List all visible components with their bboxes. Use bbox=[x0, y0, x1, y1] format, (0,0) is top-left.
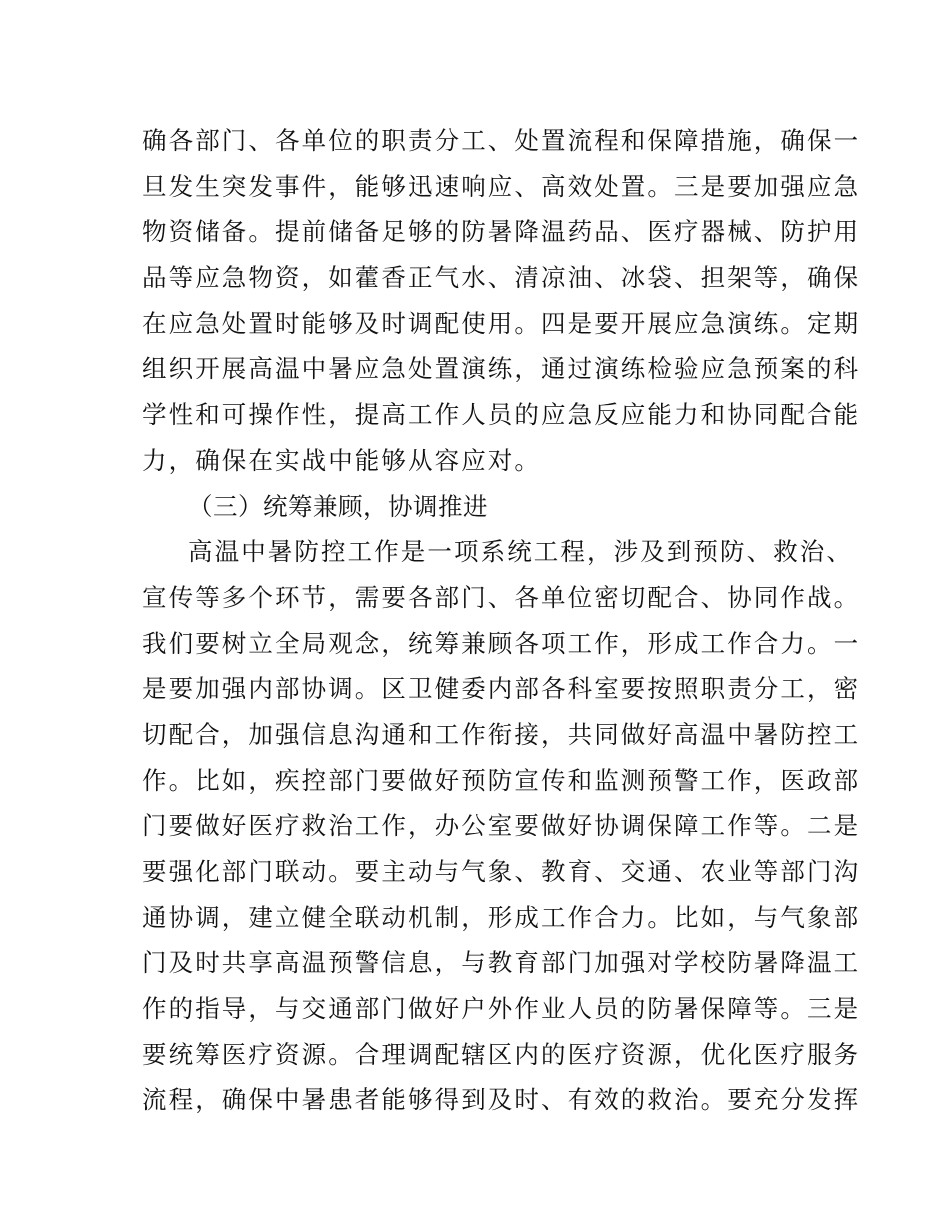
text-line: 门及时共享高温预警信息，与教育部门加强对学校防暑降温工 bbox=[142, 948, 861, 978]
text-line: 确各部门、各单位的职责分工、处置流程和保障措施，确保一 bbox=[142, 126, 861, 155]
body-text bbox=[142, 118, 861, 1123]
text-line: 组织开展高温中暑应急处置演练，通过演练检验应急预案的科 bbox=[142, 354, 861, 384]
section-heading: （三）统筹兼顾，协调推进 bbox=[188, 491, 488, 521]
text-line: 作。比如，疾控部门要做好预防宣传和监测预警工作，医政部 bbox=[142, 765, 861, 795]
text-line: 切配合，加强信息沟通和工作衔接，共同做好高温中暑防控工 bbox=[142, 719, 861, 749]
text-line: 在应急处置时能够及时调配使用。四是要开展应急演练。定期 bbox=[142, 308, 861, 338]
text-line: 物资储备。提前储备足够的防暑降温药品、医疗器械、防护用 bbox=[142, 217, 861, 247]
text-line: 宣传等多个环节，需要各部门、各单位密切配合、协同作战。 bbox=[142, 582, 861, 612]
text-line: 是要加强内部协调。区卫健委内部各科室要按照职责分工，密 bbox=[142, 674, 861, 704]
text-line: 品等应急物资，如藿香正气水、清凉油、冰袋、担架等，确保 bbox=[142, 263, 861, 293]
text-line: 力，确保在实战中能够从容应对。 bbox=[142, 445, 541, 475]
text-line: 门要做好医疗救治工作，办公室要做好协调保障工作等。二是 bbox=[142, 811, 861, 841]
text-line: 要统筹医疗资源。合理调配辖区内的医疗资源，优化医疗服务 bbox=[142, 1039, 861, 1069]
text-line: 作的指导，与交通部门做好户外作业人员的防暑保障等。三是 bbox=[142, 994, 861, 1024]
text-line: 流程，确保中暑患者能够得到及时、有效的救治。要充分发挥 bbox=[142, 1085, 861, 1115]
text-line: 我们要树立全局观念，统筹兼顾各项工作，形成工作合力。一 bbox=[142, 628, 861, 658]
text-line: 要强化部门联动。要主动与气象、教育、交通、农业等部门沟 bbox=[142, 857, 861, 886]
text-line: 旦发生突发事件，能够迅速响应、高效处置。三是要加强应急 bbox=[142, 171, 861, 201]
text-line: 学性和可操作性，提高工作人员的应急反应能力和协同配合能 bbox=[142, 400, 861, 430]
text-line: 通协调，建立健全联动机制，形成工作合力。比如，与气象部 bbox=[142, 902, 861, 932]
paragraph-first-line: 高温中暑防控工作是一项系统工程，涉及到预防、救治、 bbox=[188, 537, 853, 567]
